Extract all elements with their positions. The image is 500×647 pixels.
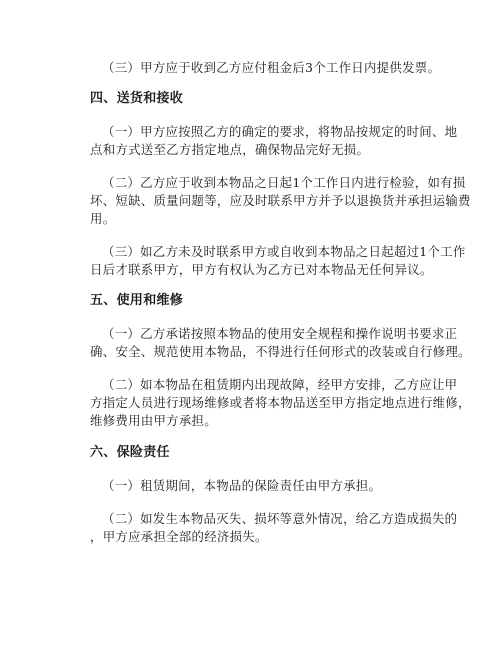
paragraph-inspection-line: 用。 (90, 211, 116, 226)
paragraph-inspection-line: 坏、短缺、质量问题等，应及时联系甲方并予以退换货并承担运输费 (90, 193, 471, 208)
paragraph-usage-line: （一）乙方承诺按照本物品的使用安全规程和操作说明书要求正 (102, 326, 458, 341)
paragraph-loss-line: ，甲方应承担全部的经济损失。 (90, 529, 268, 544)
paragraph-repair-line: 方指定人员进行现场维修或者将本物品送至甲方指定地点进行维修， (90, 395, 471, 410)
paragraph-insurance-line: （一）租赁期间，本物品的保险责任由甲方承担。 (102, 478, 382, 493)
paragraph-usage-line: 确、安全、规范使用本物品，不得进行任何形式的改装或自行修理。 (90, 344, 471, 359)
paragraph-no-objection-line: （三）如乙方未及时联系甲方或自收到本物品之日起超过1个工作 (102, 244, 466, 259)
section-heading-insurance: 六、保险责任 (90, 445, 170, 460)
paragraph-delivery-line: 点和方式送至乙方指定地点，确保物品完好无损。 (90, 142, 370, 157)
paragraph-invoice: （三）甲方应于收到乙方应付租金后3个工作日内提供发票。 (102, 60, 441, 75)
section-heading-delivery: 四、送货和接收 (90, 91, 184, 106)
paragraph-inspection-line: （二）乙方应于收到本物品之日起1个工作日内进行检验，如有损 (102, 175, 466, 190)
section-heading-use-repair: 五、使用和维修 (90, 293, 184, 308)
paragraph-repair-line: 维修费用由甲方承担。 (90, 413, 217, 428)
paragraph-delivery-line: （一）甲方应按照乙方的确定的要求，将物品按规定的时间、地 (102, 124, 458, 139)
paragraph-repair-line: （二）如本物品在租赁期内出现故障，经甲方安排，乙方应让甲 (102, 377, 458, 392)
paragraph-no-objection-line: 日后才联系甲方，甲方有权认为乙方已对本物品无任何异议。 (90, 262, 433, 277)
paragraph-loss-line: （二）如发生本物品灭失、损坏等意外情况，给乙方造成损失的 (102, 511, 458, 526)
